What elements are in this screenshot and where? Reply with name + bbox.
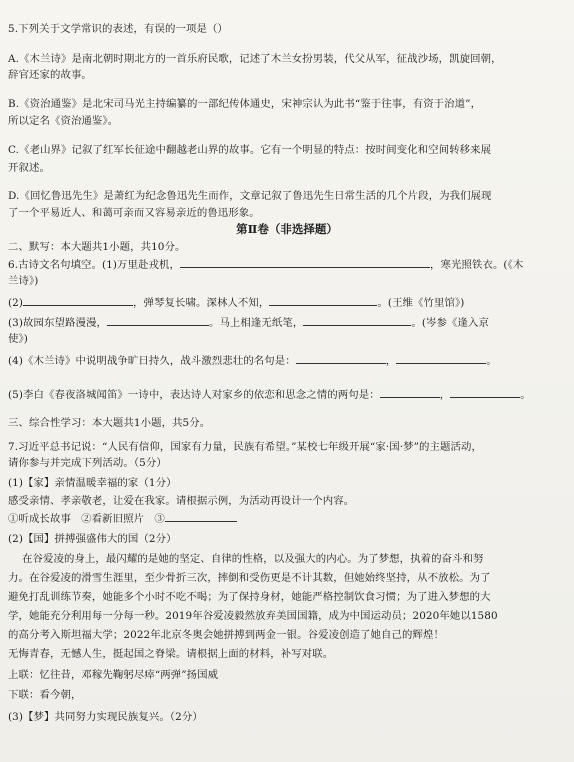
q5-option-a-line2: 辞官还家的故事。 bbox=[8, 69, 92, 81]
section3-header: 三、综合性学习：本大题共1小题，共5分。 bbox=[8, 417, 211, 429]
q7-option-3-blank[interactable] bbox=[165, 512, 237, 522]
q7-options bbox=[8, 512, 564, 526]
q6-1-end: ，寒光照铁衣。(《木 bbox=[430, 259, 524, 271]
q7-line2: 请你参与并完成下列活动。（5分） bbox=[8, 457, 167, 469]
q6-3-blank-b[interactable] bbox=[303, 316, 411, 326]
q5-option-d-line1: D.《回忆鲁迅先生》是萧红为纪念鲁迅先生而作，文章记叙了鲁迅先生日常生活的几个片段，为我们展现 bbox=[8, 190, 492, 202]
q6-3-blank-a[interactable] bbox=[107, 316, 209, 326]
q7-home-heading: (1)【家】亲情温暖幸福的家（1分） bbox=[8, 477, 177, 489]
q6-1-blank[interactable] bbox=[180, 258, 430, 268]
q7-option-1: ①听成长故事 bbox=[8, 513, 71, 525]
passage-line5: 的高分考入斯坦福大学；2022年北京冬奥会她拼搏到两金一银。谷爱凌创造了她自己的辉煌！ bbox=[8, 629, 444, 641]
couplet-lower bbox=[8, 688, 564, 702]
q5-option-d-line2: 了一个平易近人、和蔼可亲而又容易亲近的鲁迅形象。 bbox=[8, 207, 260, 219]
q6-5-blank-b[interactable] bbox=[450, 388, 520, 398]
q6-line4: (4)《木兰诗》中说明战争旷日持久，战斗激烈悲壮的名句是： ， 。 bbox=[8, 355, 497, 367]
q7-option-2: ②看新旧照片 bbox=[81, 513, 145, 525]
q5-option-c-line2: 开叙述。 bbox=[8, 162, 50, 174]
q6-4-blank-a[interactable] bbox=[296, 354, 386, 364]
q5-option-b-line2: 所以定名《资治通鉴》。 bbox=[8, 115, 119, 127]
passage-line2: 力。在谷爱凌的滑雪生涯里，至少骨折三次，摔倒和受伤更是不计其数，但她始终坚持，从不放松。为了 bbox=[8, 572, 491, 584]
q5-option-b-line1: B.《资治通鉴》是北宋司马光主持编纂的一部纪传体通史，宋神宗认为此书“鉴于往事，有资于治道”， bbox=[8, 98, 482, 110]
q6-4-blank-b[interactable] bbox=[396, 354, 486, 364]
q6-5-blank-a[interactable] bbox=[380, 388, 440, 398]
couplet-lower-label: 下联：看今朝， bbox=[8, 689, 82, 701]
q7-nation-heading: (2)【国】拼搏强盛伟大的国（2分） bbox=[8, 533, 177, 545]
q6-3-source: 使》) bbox=[8, 333, 28, 345]
q6-2-src: 。(王维《竹里馆》) bbox=[377, 297, 465, 309]
couplet-lower-blank[interactable] bbox=[81, 688, 231, 698]
q7-line1: 7.习近平总书记说：“人民有信仰，国家有力量，民族有希望。”某校七年级开展“家·国·梦”的主题活动， bbox=[8, 441, 482, 453]
q5-title: 5.下列关于文学常识的表述，有误的一项是（） bbox=[8, 23, 228, 35]
q6-intro: 6.古诗文名句填空。(1)万里赴戎机， bbox=[8, 259, 180, 271]
q6-3-mid: 。马上相逢无纸笔， bbox=[208, 317, 304, 329]
passage-line6: 无悔青春，无憾人生，挺起国之脊梁。请根据上面的材料，补写对联。 bbox=[8, 648, 334, 660]
couplet-upper: 上联：忆往昔，邓稼先鞠躬尽瘁“两弹”扬国威 bbox=[8, 669, 219, 681]
q5-option-a-line1: A.《木兰诗》是南北朝时期北方的一首乐府民歌，记述了木兰女扮男装，代父从军，征战沙场，凯旋回朝， bbox=[8, 53, 502, 65]
q6-line3 bbox=[8, 316, 564, 330]
q6-2-label: (2) bbox=[8, 297, 24, 309]
passage-line4: 学，她能充分利用每一分每一秒。2019年谷爱凌毅然放弃美国国籍，成为中国运动员；2020年她以1580 bbox=[8, 610, 498, 622]
q6-1-source: 兰诗》) bbox=[8, 275, 39, 287]
q7-dream-heading: (3)【梦】共同努力实现民族复兴。（2分） bbox=[8, 711, 203, 723]
q5-option-c-line1: C.《老山界》记叙了红军长征途中翻越老山界的故事。它有一个明显的特点：按时间变化和空间转移来展 bbox=[8, 144, 492, 156]
part2-title: 第Ⅱ卷（非选择题） bbox=[236, 222, 338, 236]
q6-3-start: (3)故园东望路漫漫， bbox=[8, 317, 107, 329]
q6-line5: (5)李白《春夜洛城闻笛》一诗中，表达诗人对家乡的依恋和思念之情的两句是： ， 。 bbox=[8, 389, 531, 401]
q6-4-text: (4)《木兰诗》中说明战争旷日持久，战斗激烈悲壮的名句是： bbox=[8, 355, 296, 367]
q6-line1 bbox=[8, 258, 564, 272]
passage-line3: 避免打乱训练节奏，她能多个小时不吃不喝；为了保持身材，她能严格控制饮食习惯；为了进入梦想的大 bbox=[8, 591, 491, 603]
q6-line2 bbox=[8, 296, 564, 310]
section2-header: 二、默写：本大题共1小题，共10分。 bbox=[8, 241, 186, 253]
passage-line1: 在谷爱凌的身上，最闪耀的是她的坚定、自律的性格，以及强大的内心。为了梦想，执着的奋斗和努 bbox=[22, 553, 484, 565]
q6-5-text: (5)李白《春夜洛城闻笛》一诗中，表达诗人对家乡的依恋和思念之情的两句是： bbox=[8, 389, 380, 401]
q6-3-src: 。(岑参《逢入京 bbox=[411, 317, 489, 329]
q7-home-text: 感受亲情、孝亲敬老，让爱在我家。请根据示例，为活动再设计一个内容。 bbox=[8, 495, 355, 507]
q7-option-3: ③ bbox=[154, 513, 165, 525]
q6-2-blank-b[interactable] bbox=[269, 296, 377, 306]
q6-2-mid: ，弹琴复长啸。深林人不知， bbox=[133, 297, 270, 309]
q6-2-blank-a[interactable] bbox=[23, 296, 133, 306]
